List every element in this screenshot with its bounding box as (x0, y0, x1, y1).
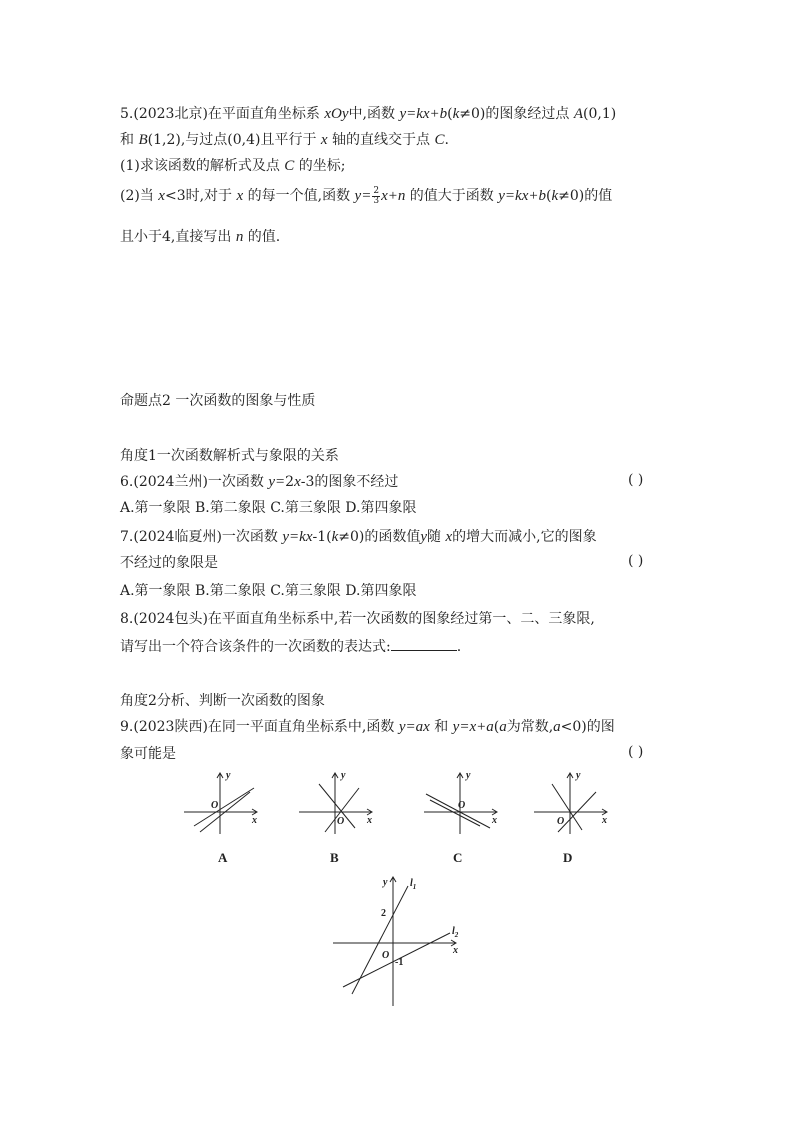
l2-label: $l_2$ (452, 926, 459, 939)
q5-line-2: 和 B(1,2),与过点(0,4)且平行于 x 轴的直线交于点 C. (120, 132, 449, 148)
q8-line-1: 8.(2024包头)在平面直角坐标系中,若一次函数的图象经过第一、二、三象限, (120, 611, 595, 627)
q9-graph-b[interactable] (295, 768, 380, 838)
q9-option-d[interactable]: D (563, 850, 573, 865)
origin-label: O (458, 800, 466, 811)
q5-part-2-cont: 且小于4,直接写出 n 的值. (120, 229, 281, 245)
axis-y-label: y (576, 770, 581, 781)
fraction-two-thirds: $\frac{2}{3}$ (373, 185, 380, 206)
axis-y-label: y (466, 770, 471, 781)
l1-label: $l_1$ (410, 878, 417, 891)
q9-option-c[interactable]: C (453, 850, 463, 865)
q5-line-1: 5.(2023北京)在平面直角坐标系 xOy中,函数 y=kx+b(k≠0)的图象经过点 A(0,1) (120, 106, 617, 122)
origin-label: O (211, 800, 219, 811)
q9-option-a[interactable]: A (218, 850, 228, 865)
q9-graph-d[interactable] (530, 768, 615, 838)
origin-label: O (557, 816, 565, 827)
q7-options: A.第一象限 B.第二象限 C.第三象限 D.第四象限 (120, 583, 417, 599)
q5-number: 5. (120, 106, 134, 122)
angle-1-heading: 角度1一次函数解析式与象限的关系 (120, 448, 339, 464)
q6-options: A.第一象限 B.第二象限 C.第三象限 D.第四象限 (120, 500, 417, 516)
axis-x-label: x (602, 815, 607, 826)
q7-answer-paren: ( ) (628, 553, 644, 569)
q9-option-b[interactable]: B (330, 850, 339, 865)
q5-part-2: (2)当 x<3时,对于 x 的每一个值,函数 y= $\frac{2}{3}$ x+n 的值大于函数 y=kx+b(k≠0)的值 (120, 185, 613, 206)
q7-stem: 7.(2024临夏州)一次函数 y=kx-1(k≠0)的函数值y随 x的增大而减小,它的图象 (120, 529, 597, 545)
graph-line (194, 788, 254, 826)
neg-one-label: -1 (395, 957, 404, 968)
axis-x-label: x (492, 815, 497, 826)
q5-source: (2023北京) (133, 106, 208, 122)
q9-graph-a[interactable] (180, 768, 265, 838)
axis-x-label: x (453, 945, 458, 956)
q8-answer-blank[interactable] (391, 636, 457, 651)
origin-label: O (337, 816, 345, 827)
q8-line-2: 请写出一个符合该条件的一次函数的表达式: . (120, 636, 461, 657)
q9-answer-paren: ( ) (628, 744, 644, 760)
q9-stem: 9.(2023陕西)在同一平面直角坐标系中,函数 y=ax 和 y=x+a(a为常数,a<0)的图 (120, 719, 615, 735)
q6-answer-paren: ( ) (628, 472, 644, 488)
axis-x-label: x (252, 815, 257, 826)
axis-y-label: y (341, 770, 346, 781)
y-intercept-2-label: 2 (381, 908, 386, 919)
axis-x-label: x (367, 815, 372, 826)
figure-lines-l1-l2 (325, 870, 475, 1010)
axis-y-label: y (226, 770, 231, 781)
axis-y-label: y (383, 877, 388, 888)
q9-stem-2: 象可能是 (120, 746, 176, 762)
section-title: 命题点2 一次函数的图象与性质 (120, 393, 316, 409)
origin-label: O (382, 950, 390, 961)
q5-part-1: (1)求该函数的解析式及点 C 的坐标; (120, 158, 346, 174)
q7-stem-2: 不经过的象限是 (120, 555, 218, 571)
graph-line (430, 800, 480, 826)
q6-stem: 6.(2024兰州)一次函数 y=2x-3的图象不经过 (120, 474, 399, 490)
angle-2-heading: 角度2分析、判断一次函数的图象 (120, 693, 325, 709)
q9-graph-c[interactable] (420, 768, 505, 838)
